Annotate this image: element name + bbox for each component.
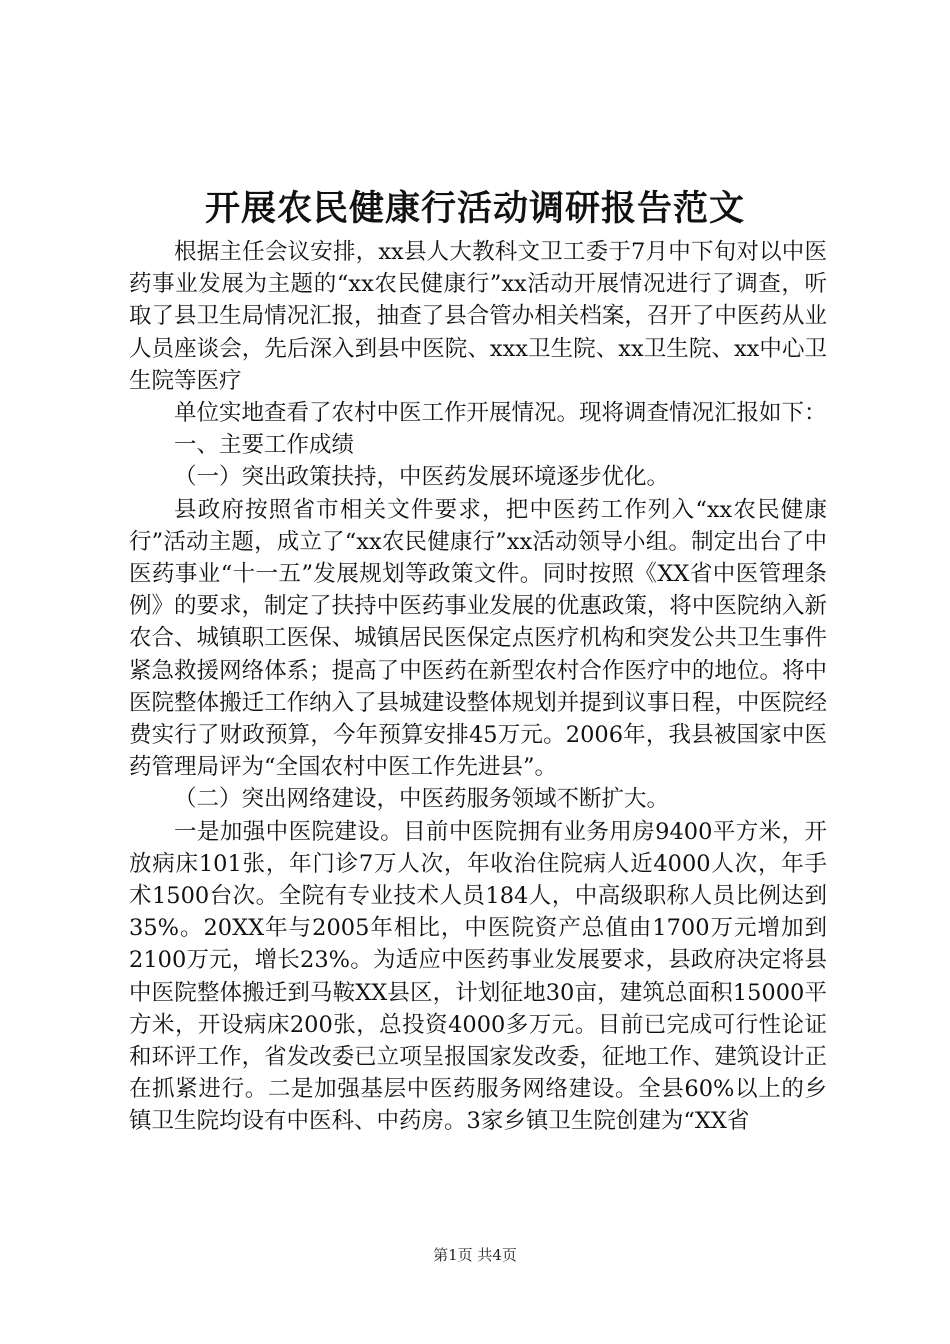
section-heading: 一、主要工作成绩 (174, 432, 355, 459)
paragraph-policy: 县政府按照省市相关文件要求，把中医药工作列入“xx农民健康行”活动主题，成立了“xx农民健康行”xx活动领导小组。制定出台了中医药事业“十一五”发展规划等政策文件。同时按照《XX省中医管理条例》的要求，制定了扶持中医药事业发展的优惠政策，将中医院纳入新农合、城镇职工医保、城镇居民医保定点医疗机构和突发公共卫生事件紧急救援网络体系；提高了中医药在新型农村合作医疗中的地位。将中医院整体搬迁工作纳入了县城建设整体规划并提到议事日程，中医院经费实行了财政预算，今年预算安排45万元。2006年，我县被国家中医药管理局评为“全国农村中医工作先进县”。 (129, 496, 827, 781)
document-body (129, 236, 827, 1138)
subsection-heading: （二）突出网络建设，中医药服务领域不断扩大。 (174, 786, 670, 813)
paragraph-intro: 根据主任会议安排，xx县人大教科文卫工委于7月中下旬对以中医药事业发展为主题的“xx农民健康行”xx活动开展情况进行了调查，听取了县卫生局情况汇报，抽查了县合管办相关档案，召开了中医药从业人员座谈会，先后深入到县中医院、xxx卫生院、xx卫生院、xx中心卫生院等医疗 (129, 239, 827, 394)
paragraph-network: 一是加强中医院建设。目前中医院拥有业务用房9400平方米，开放病床101张，年门诊7万人次，年收治住院病人近4000人次，年手术1500台次。全院有专业技术人员184人，中高级职称人员比例达到35%。20XX年与2005年相比，中医院资产总值由1700万元增加到2100万元，增长23%。为适应中医药事业发展要求，县政府决定将县中医院整体搬迁到马鞍XX县区，计划征地30亩，建筑总面积15000平方米，开设病床200张，总投资4000多万元。目前已完成可行性论证和环评工作，省发改委已立项呈报国家发改委，征地工作、建筑设计正在抓紧进行。二是加强基层中医药服务网络建设。全县60%以上的乡镇卫生院均设有中医科、中药房。3家乡镇卫生院创建为“XX省 (129, 818, 827, 1135)
paragraph-intro-continued: 单位实地查看了农村中医工作开展情况。现将调查情况汇报如下： (174, 400, 827, 427)
page-footer: 第1页 共4页 (433, 1246, 517, 1264)
subsection-heading: （一）突出政策扶持，中医药发展环境逐步优化。 (174, 464, 670, 491)
document-title: 开展农民健康行活动调研报告范文 (204, 188, 745, 229)
